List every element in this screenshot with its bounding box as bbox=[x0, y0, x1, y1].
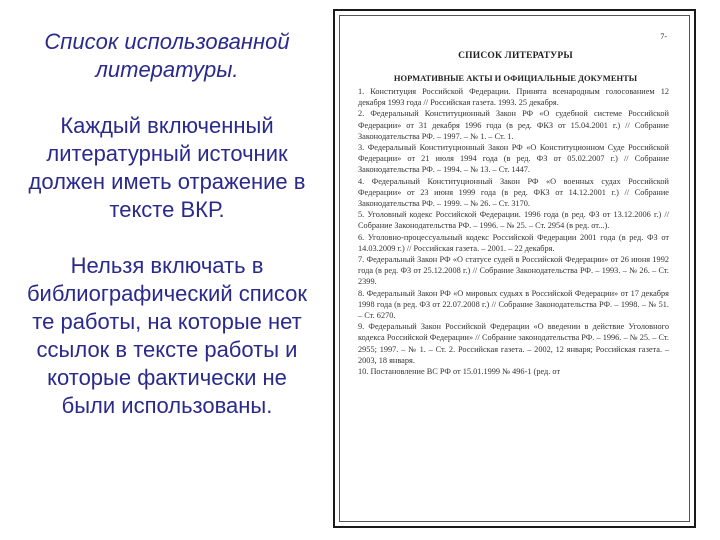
slide-paragraph-1: Каждый включенный литературный источник должен иметь отражение в тексте ВКР. bbox=[28, 113, 306, 222]
section-heading: НОРМАТИВНЫЕ АКТЫ И ОФИЦИАЛЬНЫЕ ДОКУМЕНТЫ bbox=[393, 73, 638, 83]
reference-entry: 7. Федеральный Закон РФ «О статусе судей в Российской Федерации» от 26 июня 1992 года (в ред. ФЗ от 25.12.2008 г.) // Собрание Законодательства РФ. – 1993. – № 26. – Ст. 2399. bbox=[358, 255, 669, 287]
reference-entry: 2. Федеральный Конституционный Закон РФ «О судебной системе Российской Федерации» от 31 декабря 1996 года (в ред. ФКЗ от 15.04.2001 г.) // Собрание Законодательства РФ. – 1997. – № 1. – Ст. 1. bbox=[358, 109, 669, 141]
slide-text-block bbox=[22, 28, 312, 420]
reference-entry: 9. Федеральный Закон Российской Федерации «О введении в действие Уголовного кодекса Российской Федерации» // Собрание законодательства РФ. – 1996. – № 25. – Ст. 2955; 1997. – № 1. – Ст. 2. Российская газета. – 2002, 12 января; Российская газета. – 2003, 18 января. bbox=[358, 322, 669, 365]
reference-entry: 4. Федеральный Конституционный Закон РФ «О военных судах Российской Федерации» от 23 июня 1999 года (в ред. ФКЗ от 14.12.2001 г.) // Собрание Законодательства РФ. – 1999. – № 26. – Ст. 3170. bbox=[358, 176, 669, 209]
reference-entry: 8. Федеральный Закон РФ «О мировых судьях в Российской Федерации» от 17 декабря 1998 года (в ред. ФЗ от 22.07.2008 г.) // Собрание Законодательства РФ. – 1998. – № 51. – Ст. 6270. bbox=[358, 288, 669, 321]
spacer bbox=[22, 224, 312, 252]
reference-entry: 5. Уголовный кодекс Российской Федерации. 1996 года (в ред. ФЗ от 13.12.2006 г.) // Собрание Законодательства РФ. – 1996. – № 25. – Ст. 2954 (в ред. от...). bbox=[358, 210, 669, 231]
slide-paragraph-2: Нельзя включать в библиографический список те работы, на которые нет ссылок в тексте работы и которые фактически не были использованы. bbox=[26, 253, 308, 418]
reference-entry: 6. Уголовно-процессуальный кодекс Российской Федерации 2001 года (в ред. ФЗ от 14.03.2009 г.) // Российская газета. – 2001. – 22 декабря. bbox=[358, 232, 669, 253]
page-number: 7- bbox=[660, 32, 667, 41]
spacer bbox=[22, 84, 312, 112]
reference-entry: 10. Постановление ВС РФ от 15.01.1999 № 496-1 (ред. от bbox=[358, 367, 561, 377]
reference-entry: 3. Федеральный Конституционный Закон РФ «О Конституционном Суде Российской Федерации» от 21 июля 1994 года (в ред. ФЗ от 05.02.2007 г.) // Собрание Законодательства РФ. – 1994. – № 13. – Ст. 1447. bbox=[358, 143, 669, 175]
document-image bbox=[333, 9, 696, 528]
slide-title: Список использованной литературы. bbox=[44, 29, 290, 82]
document-page bbox=[339, 15, 690, 522]
document-title: СПИСОК ЛИТЕРАТУРЫ bbox=[458, 51, 573, 61]
reference-entry: 1. Конституция Российской Федерации. Принята всенародным голосованием 12 декабря 1993 года // Российская газета. 1993. 25 декабря. bbox=[358, 87, 669, 108]
